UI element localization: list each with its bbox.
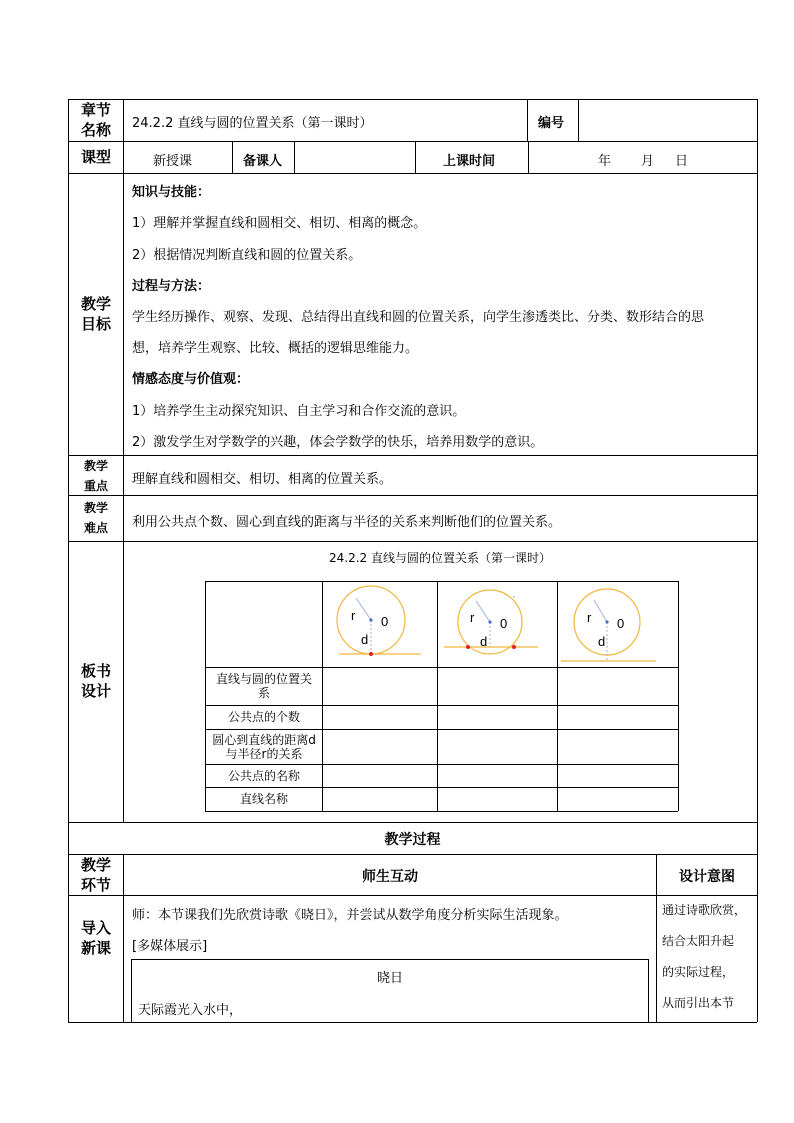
date-month: 月	[641, 154, 655, 169]
process-col-intent: 设计意图	[679, 869, 735, 885]
common-point	[369, 652, 373, 656]
process-col-stage-line1: 教学	[80, 856, 111, 874]
process-col-stage	[69, 855, 123, 895]
objectives-label-line2: 目标	[80, 315, 111, 333]
process-text-line1: 学生经历操作、观察、发现、总结得出直线和圆的位置关系，向学生渗透类比、分类、数形结合的思	[132, 310, 705, 325]
board-title: 24.2.2 直线与圆的位置关系（第一课时）	[329, 551, 551, 565]
board-row-line-name-line1: 直线名称	[239, 792, 288, 806]
intent-line-4: 从而引出本节	[662, 996, 735, 1010]
d-label: d	[361, 632, 369, 647]
o-label: 0	[617, 616, 625, 631]
center-point	[488, 620, 491, 623]
key-point-label-line1: 教学	[83, 459, 108, 473]
process-heading: 过程与方法：	[132, 279, 211, 294]
date-year: 年	[598, 154, 612, 169]
center-point	[369, 618, 372, 621]
chapter-title: 24.2.2 直线与圆的位置关系（第一课时）	[132, 116, 373, 131]
diagram-separate	[558, 582, 678, 667]
knowledge-item-1: 1）理解并掌握直线和圆相交、相切、相离的概念。	[132, 216, 427, 231]
board-row-point-name-line1: 公共点的名称	[227, 769, 300, 783]
emotion-heading: 情感态度与价值观：	[132, 372, 250, 387]
process-col-stage-line2: 环节	[80, 876, 111, 894]
board-row-position-line2: 系	[257, 686, 270, 700]
objectives-label	[69, 294, 123, 334]
objectives-label-line1: 教学	[80, 295, 111, 313]
radius-line	[356, 598, 371, 620]
diagram-secant	[438, 582, 557, 667]
stage-intro-line2: 新课	[80, 939, 111, 957]
board-row-distance-line1: 圆心到直线的距离d	[212, 733, 316, 747]
time-label: 上课时间	[443, 154, 496, 169]
difficulty-label-line1: 教学	[83, 501, 108, 515]
difficulty-text: 利用公共点个数、圆心到直线的距离与半径的关系来判断他们的位置关系。	[132, 515, 562, 530]
chapter-label-line2: 名称	[80, 121, 111, 139]
d-label: d	[598, 634, 606, 649]
intent-text	[662, 895, 746, 1019]
center-point	[605, 620, 608, 623]
board-label	[69, 661, 123, 701]
intersection-point-right	[512, 645, 516, 649]
dot-mark	[513, 596, 515, 598]
board-row-point-name	[206, 769, 322, 783]
preparer-label: 备课人	[243, 154, 283, 169]
o-label: 0	[381, 614, 389, 629]
chapter-label	[69, 100, 123, 140]
board-row-position-line1: 直线与圆的位置关	[215, 672, 312, 686]
key-point-text: 理解直线和圆相交、相切、相离的位置关系。	[132, 472, 393, 487]
radius-line	[594, 600, 607, 622]
intent-line-2: 结合太阳升起	[662, 934, 735, 948]
date-day: 日	[675, 154, 689, 169]
process-col-interaction: 师生互动	[362, 869, 418, 885]
stage-intro-line1: 导入	[80, 919, 111, 937]
knowledge-item-2: 2）根据情况判断直线和圆的位置关系。	[132, 248, 362, 263]
board-row-count	[206, 710, 322, 724]
r-label: r	[587, 610, 592, 625]
poem-line-1: 天际霞光入水中，	[138, 1003, 243, 1018]
board-row-line-name	[206, 792, 322, 806]
difficulty-label	[69, 498, 123, 538]
r-label: r	[351, 608, 356, 623]
o-label: 0	[500, 616, 508, 631]
diagram-intersect	[323, 582, 437, 667]
process-text-line2: 想，培养学生观察、比较、概括的逻辑思维能力。	[132, 341, 419, 356]
type-value: 新授课	[153, 154, 193, 169]
intent-line-1: 通过诗歌欣赏，	[662, 903, 747, 917]
d-label: d	[480, 634, 488, 649]
board-row-distance-line2: 与半径r的关系	[225, 747, 303, 761]
intersection-point-left	[466, 645, 470, 649]
type-label: 课型	[80, 148, 111, 166]
stage-intro	[69, 918, 123, 958]
teacher-line: 师：本节课我们先欣赏诗歌《晓日》，并尝试从数学角度分析实际生活现象。	[132, 908, 568, 923]
media-line: [多媒体展示]	[132, 939, 208, 954]
difficulty-label-line2: 难点	[83, 521, 108, 535]
process-section-title: 教学过程	[384, 832, 441, 848]
board-row-distance	[206, 733, 322, 761]
emotion-item-2: 2）激发学生对学数学的兴趣，体会学数学的快乐，培养用数学的意识。	[132, 435, 544, 450]
board-row-position	[206, 672, 322, 700]
poem-title: 晓日	[376, 971, 403, 986]
knowledge-heading: 知识与技能：	[132, 185, 211, 200]
chapter-label-line1: 章节	[80, 101, 111, 119]
emotion-item-1: 1）培养学生主动探究知识、自主学习和合作交流的意识。	[132, 404, 466, 419]
r-label: r	[470, 610, 475, 625]
key-point-label	[69, 456, 123, 496]
intent-line-3: 的实际过程，	[662, 965, 735, 979]
board-label-line1: 板书	[80, 662, 111, 680]
board-row-count-line1: 公共点的个数	[227, 710, 300, 724]
radius-line	[476, 601, 490, 622]
number-label: 编号	[538, 116, 565, 131]
board-label-line2: 设计	[80, 682, 111, 700]
key-point-label-line2: 重点	[83, 479, 108, 493]
